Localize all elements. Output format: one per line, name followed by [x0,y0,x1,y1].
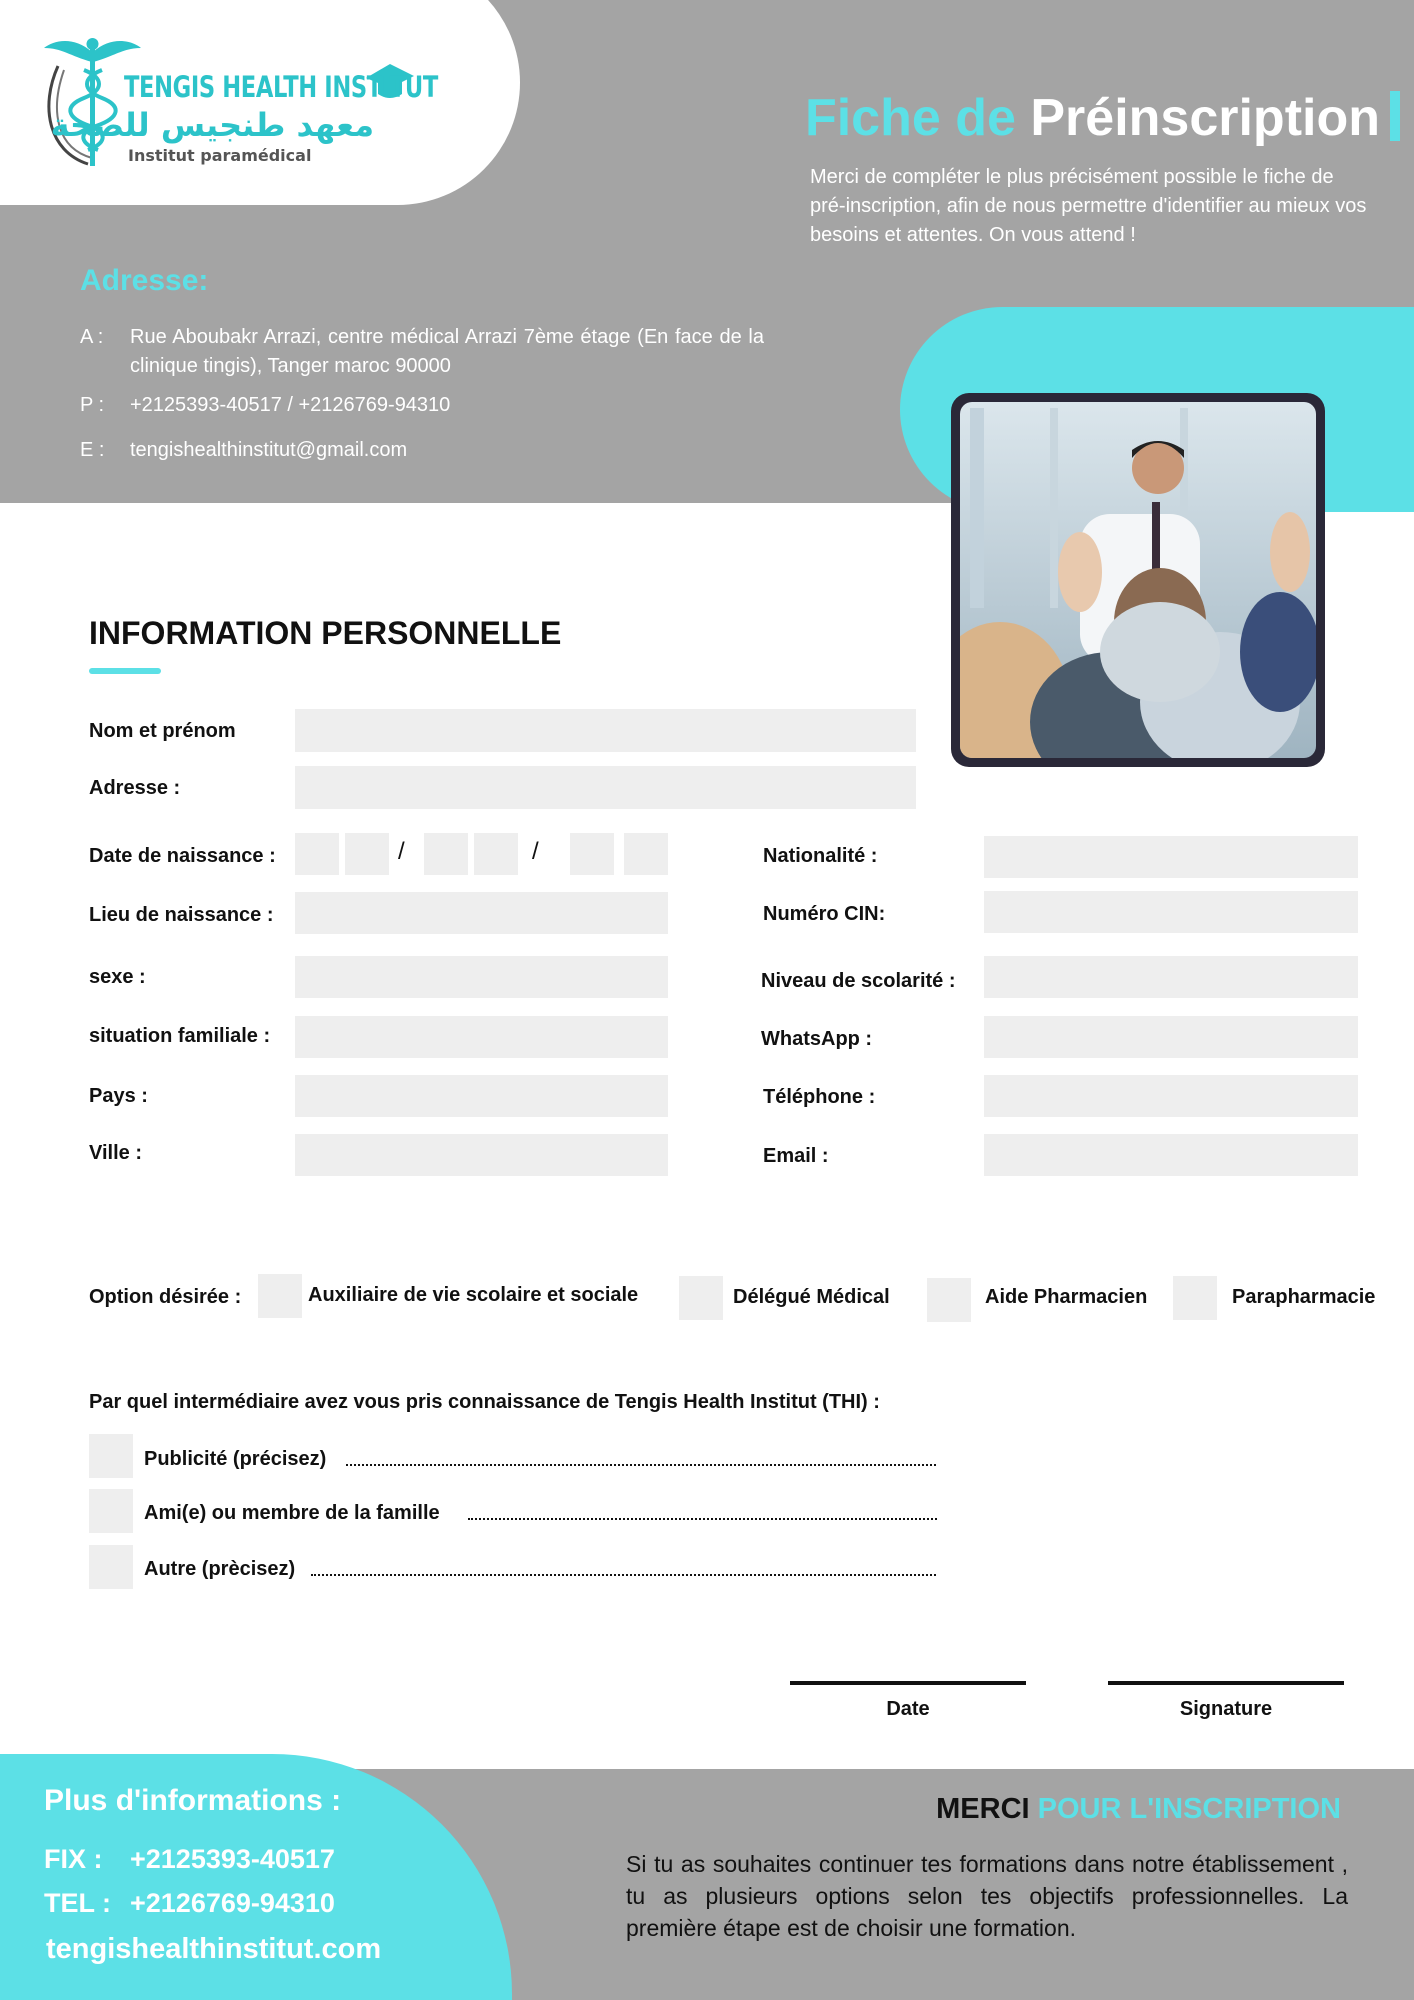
ville-input[interactable] [295,1134,668,1176]
intro-text: Merci de compléter le plus précisément possible le fiche de pré-inscription, afin de nous permettre d'identifier au mieux vos besoins et attentes. On vous attend ! [810,166,1367,246]
cin-input[interactable] [984,891,1358,933]
date-separator: / [532,838,539,865]
birth-month-digit-1[interactable] [424,833,468,875]
address-key: A : [80,326,104,348]
page-title-part2: Préinscription [1030,89,1380,147]
date-label: Date [886,1698,930,1720]
section-underline [89,668,161,674]
telephone-label: Téléphone : [763,1086,876,1108]
signature-label: Signature [1179,1698,1273,1720]
section-title: INFORMATION PERSONNELLE [89,615,562,651]
phone-key: P : [80,394,105,416]
nationalite-input[interactable] [984,836,1358,878]
address-title: Adresse: [80,264,209,297]
tel-value: +2126769-94310 [130,1888,335,1918]
brand-name: TENGIS HEALTH INSTITUT [124,70,438,104]
logo [44,26,438,176]
source-checkbox-publicite[interactable] [89,1434,133,1478]
option-aide-pharmacien-label: Aide Pharmacien [985,1286,1148,1308]
option-checkbox-delegue[interactable] [679,1276,723,1320]
email-input[interactable] [984,1134,1358,1176]
birth-day-digit-1[interactable] [295,833,339,875]
source-ami-label: Ami(e) ou membre de la famille [144,1502,440,1524]
option-auxiliaire-label: Auxiliaire de vie scolaire et sociale [308,1284,639,1306]
email-value: tengishealthinstitut@gmail.com [130,439,408,461]
nom-label: Nom et prénom [89,720,236,742]
option-parapharmacie-label: Parapharmacie [1232,1286,1376,1308]
address-value: Rue Aboubakr Arrazi, centre médical Arrazi 7ème étage (En face de la clinique tingis), Tanger maroc 90000 [130,326,764,377]
adresse-label: Adresse : [89,777,181,799]
thanks-heading [936,1793,1341,1826]
lieu-naissance-label: Lieu de naissance : [89,904,274,926]
source-publicite-label: Publicité (précisez) [144,1448,327,1470]
source-checkbox-ami[interactable] [89,1489,133,1533]
brand-subtitle: Institut paramédical [128,146,312,165]
tel-row [44,1888,335,1919]
phone-row [80,391,764,420]
sexe-label: sexe : [89,966,146,988]
option-delegue-label: Délégué Médical [733,1286,890,1308]
title-accent-bar [1390,91,1400,141]
ville-label: Ville : [89,1142,142,1164]
option-checkbox-auxiliaire[interactable] [258,1274,302,1318]
fix-row [44,1844,335,1875]
birth-year-digit-2[interactable] [624,833,668,875]
niveau-scolarite-label: Niveau de scolarité : [761,970,956,992]
option-label: Option désirée : [89,1286,242,1308]
birth-day-digit-2[interactable] [345,833,389,875]
classroom-photo-image [960,402,1316,758]
email-row [80,436,764,465]
pays-input[interactable] [295,1075,668,1117]
date-naissance-label: Date de naissance : [89,845,276,867]
page-title [805,88,1400,148]
option-checkbox-aide-pharmacien[interactable] [927,1278,971,1322]
source-autre-line[interactable] [311,1574,936,1576]
email-key: E : [80,439,105,461]
page-title-part1: Fiche de [804,89,1016,147]
brand-arabic-name: معهد طنجيس للصحة [50,106,374,144]
nom-input[interactable] [295,709,916,752]
date-separator: / [398,838,405,865]
situation-familiale-label: situation familiale : [89,1025,271,1047]
cin-label: Numéro CIN: [763,903,886,925]
date-line[interactable] [790,1681,1026,1685]
whatsapp-input[interactable] [984,1016,1358,1058]
website-link[interactable]: tengishealthinstitut.com [46,1933,382,1965]
thanks-part2: POUR L'INSCRIPTION [1037,1793,1341,1825]
fix-key: FIX : [44,1844,103,1874]
classroom-photo [951,393,1325,767]
sexe-input[interactable] [295,956,668,998]
situation-familiale-input[interactable] [295,1016,668,1058]
lieu-naissance-input[interactable] [295,892,668,934]
source-checkbox-autre[interactable] [89,1545,133,1589]
birth-month-digit-2[interactable] [474,833,518,875]
nationalite-label: Nationalité : [763,845,878,867]
fix-value: +2125393-40517 [130,1844,335,1874]
tel-key: TEL : [44,1888,111,1918]
signature-line[interactable] [1108,1681,1344,1685]
thanks-part1: MERCI [936,1793,1030,1825]
adresse-input[interactable] [295,766,916,809]
more-info-title: Plus d'informations : [44,1784,342,1817]
phone-value: +2125393-40517 / +2126769-94310 [130,394,451,416]
outro-text: Si tu as souhaites continuer tes formations dans notre établissement , tu as plusieurs options selon tes objectifs professionnelles. La première étape est de choisir une formation. [626,1851,1348,1941]
source-autre-label: Autre (prècisez) [144,1558,296,1580]
niveau-scolarite-input[interactable] [984,956,1358,998]
email-label: Email : [763,1145,829,1167]
whatsapp-label: WhatsApp : [761,1028,873,1050]
telephone-input[interactable] [984,1075,1358,1117]
address-row [80,323,764,381]
pays-label: Pays : [89,1085,148,1107]
source-question: Par quel intermédiaire avez vous pris connaissance de Tengis Health Institut (THI) : [89,1391,880,1413]
birth-year-digit-1[interactable] [570,833,614,875]
option-checkbox-parapharmacie[interactable] [1173,1276,1217,1320]
source-publicite-line[interactable] [346,1464,936,1466]
source-ami-line[interactable] [468,1518,937,1520]
